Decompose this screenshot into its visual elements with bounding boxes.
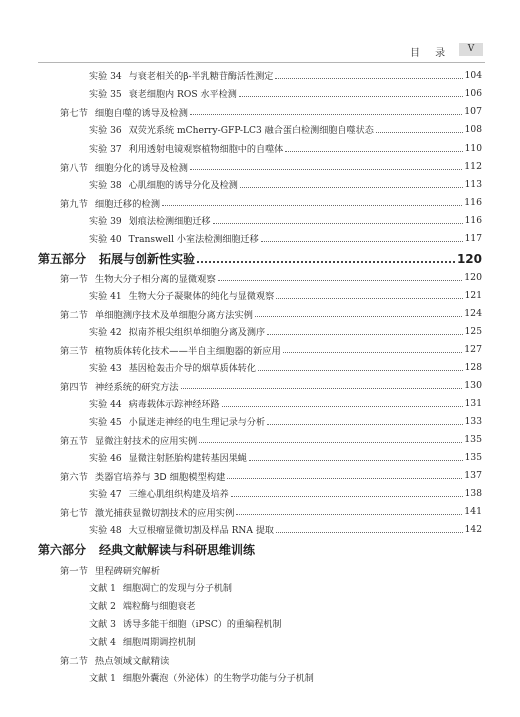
toc-entry	[89, 633, 482, 650]
dot-leader	[240, 181, 463, 188]
toc-entry	[60, 341, 482, 358]
toc-entry	[89, 230, 482, 247]
entry-title: 细胞凋亡的发现与分子机制	[122, 584, 233, 594]
entry-label: 第四节	[60, 381, 88, 393]
entry-label: 第八节	[60, 162, 88, 174]
entry-label: 实验 38	[89, 181, 122, 191]
entry-page-number: 120	[464, 272, 482, 283]
entry-title: Transwell 小室法检测细胞迁移	[128, 235, 259, 245]
entry-page-number: 130	[464, 380, 482, 391]
entry-label: 第六部分	[38, 543, 87, 557]
entry-title: 三维心肌组织构建及培养	[128, 490, 229, 500]
entry-page-number: 120	[456, 251, 482, 266]
entry-label: 实验 48	[89, 526, 122, 536]
entry-label: 第一节	[60, 565, 88, 577]
entry-title: 衰老细胞内 ROS 水平检测	[128, 90, 237, 100]
dot-leader	[276, 526, 463, 533]
entry-title: 端粒酶与细胞衰老	[122, 602, 196, 612]
toc-entry	[89, 449, 482, 466]
toc-entry	[89, 359, 482, 376]
entry-page-number: 112	[464, 161, 482, 172]
entry-title: 激光捕获显微切割技术的应用实例	[94, 507, 235, 519]
entry-page-number: 113	[464, 179, 482, 190]
entry-label: 第一节	[60, 273, 88, 285]
dot-leader	[236, 508, 462, 515]
toc-entry	[89, 615, 482, 632]
entry-title: 经典文献解读与科研思维训练	[99, 543, 256, 557]
entry-label: 实验 45	[89, 418, 122, 428]
entry-label: 文献 1	[89, 674, 116, 684]
entry-title: 诱导多能干细胞（iPSC）的重编程机制	[122, 620, 282, 630]
entry-label: 实验 47	[89, 490, 122, 500]
entry-label: 文献 4	[89, 638, 116, 648]
entry-label: 实验 44	[89, 400, 122, 410]
entry-page-number: 127	[464, 344, 482, 355]
toc-entry	[89, 485, 482, 502]
entry-title: 神经系统的研究方法	[94, 381, 179, 393]
toc-entry	[60, 103, 482, 120]
entry-title: 显微注射胚胎构建转基因果蝇	[128, 454, 247, 464]
entry-label: 第五部分	[38, 252, 87, 266]
entry-label: 实验 46	[89, 454, 122, 464]
entry-title: 小鼠迷走神经的电生理记录与分析	[128, 418, 266, 428]
dot-leader	[255, 310, 462, 317]
entry-label: 文献 1	[89, 584, 116, 594]
entry-page-number: 121	[464, 290, 482, 301]
toc-entry	[89, 140, 482, 157]
dot-leader	[218, 274, 462, 281]
entry-page-number: 141	[464, 506, 482, 517]
entry-page-number: 124	[464, 308, 482, 319]
entry-page-number: 108	[464, 124, 482, 135]
page-header	[0, 44, 520, 58]
entry-label: 实验 42	[89, 328, 122, 338]
entry-title: 细胞自噬的诱导及检测	[94, 107, 188, 119]
entry-label: 文献 2	[89, 602, 116, 612]
dot-leader	[249, 454, 463, 461]
dot-leader	[222, 400, 463, 407]
toc-entry	[60, 431, 482, 448]
entry-label: 实验 37	[89, 145, 122, 155]
entry-title: 细胞外囊泡（外泌体）的生物学功能与分子机制	[122, 674, 314, 684]
toc-entry	[89, 121, 482, 138]
entry-page-number: 128	[464, 362, 482, 373]
entry-page-number: 117	[464, 233, 482, 244]
entry-label: 实验 40	[89, 235, 122, 245]
entry-page-number: 116	[464, 197, 482, 208]
toc-entry	[60, 377, 482, 394]
entry-title: 拓展与创新性实验	[99, 252, 196, 266]
entry-label: 实验 39	[89, 217, 122, 227]
entry-page-number: 142	[464, 524, 482, 535]
dot-leader	[276, 292, 462, 299]
entry-title: 基因枪轰击介导的烟草质体转化	[128, 364, 256, 374]
entry-page-number: 116	[464, 215, 482, 226]
running-title: 目 录	[410, 48, 452, 59]
entry-label: 第七节	[60, 507, 88, 519]
entry-title: 利用透射电镜观察植物细胞中的自噬体	[128, 145, 284, 155]
entry-title: 细胞迁移的检测	[94, 198, 160, 210]
toc-entry	[60, 651, 482, 668]
entry-label: 第九节	[60, 198, 88, 210]
entry-page-number: 106	[464, 88, 482, 99]
page-number: V	[459, 43, 483, 56]
entry-page-number: 138	[464, 488, 482, 499]
entry-label: 文献 3	[89, 620, 116, 630]
dot-leader	[267, 328, 463, 335]
entry-title: 植物质体转化技术——半自主细胞器的新应用	[94, 345, 281, 357]
entry-page-number: 137	[464, 470, 482, 481]
toc-entry	[89, 395, 482, 412]
entry-title: 热点领域文献精读	[94, 655, 170, 667]
dot-leader	[267, 418, 463, 425]
toc-entry	[60, 269, 482, 286]
toc-entry	[89, 67, 482, 84]
entry-label: 实验 35	[89, 90, 122, 100]
entry-title: 细胞分化的诱导及检测	[94, 162, 188, 174]
entry-title: 细胞周期调控机制	[122, 638, 196, 648]
dot-leader	[376, 126, 463, 133]
toc-entry	[89, 287, 482, 304]
dot-leader	[275, 72, 462, 79]
toc-entry	[89, 413, 482, 430]
toc-entry	[60, 561, 482, 578]
dot-leader	[197, 254, 455, 263]
dot-leader	[162, 199, 462, 206]
entry-page-number: 104	[464, 70, 482, 81]
toc-entry	[60, 503, 482, 520]
entry-page-number: 110	[464, 143, 482, 154]
toc-entry	[89, 521, 482, 538]
dot-leader	[283, 346, 462, 353]
toc-entry	[38, 250, 482, 267]
entry-label: 实验 43	[89, 364, 122, 374]
toc-entry	[89, 323, 482, 340]
entry-title: 拟南芥根尖组织单细胞分离及测序	[128, 328, 266, 338]
entry-page-number: 135	[464, 434, 482, 445]
toc-entry	[89, 85, 482, 102]
toc-entry	[60, 305, 482, 322]
entry-title: 双荧光系统 mCherry-GFP-LC3 融合蛋白检测细胞自噬状态	[128, 126, 374, 136]
toc-entry	[89, 579, 482, 596]
entry-title: 划痕法检测细胞迁移	[128, 217, 211, 227]
toc-entry	[89, 669, 482, 686]
entry-page-number: 133	[464, 416, 482, 427]
entry-title: 心肌细胞的诱导分化及检测	[128, 181, 238, 191]
entry-page-number: 125	[464, 326, 482, 337]
entry-title: 类器官培养与 3D 细胞模型构建	[94, 471, 226, 483]
entry-label: 第五节	[60, 435, 88, 447]
dot-leader	[239, 90, 463, 97]
dot-leader	[190, 163, 462, 170]
entry-title: 单细胞测序技术及单细胞分离方法实例	[94, 309, 253, 321]
dot-leader	[261, 235, 463, 242]
dot-leader	[190, 108, 462, 115]
entry-label: 实验 36	[89, 126, 122, 136]
dot-leader	[181, 382, 463, 389]
toc-entry	[38, 541, 482, 558]
entry-label: 第三节	[60, 345, 88, 357]
entry-title: 生物大分子相分离的显微观察	[94, 273, 216, 285]
entry-label: 第七节	[60, 107, 88, 119]
entry-label: 实验 41	[89, 292, 122, 302]
toc-entry	[60, 467, 482, 484]
entry-title: 显微注射技术的应用实例	[94, 435, 198, 447]
toc-entry	[89, 212, 482, 229]
entry-page-number: 135	[464, 452, 482, 463]
entry-title: 大豆根瘤显微切割及样品 RNA 提取	[128, 526, 275, 536]
dot-leader	[258, 364, 463, 371]
entry-page-number: 131	[464, 398, 482, 409]
toc-entry	[60, 194, 482, 211]
dot-leader	[213, 217, 463, 224]
entry-title: 病毒载体示踪神经环路	[128, 400, 220, 410]
entry-label: 第六节	[60, 471, 88, 483]
toc-entry	[60, 158, 482, 175]
entry-title: 生物大分子凝聚体的纯化与显微观察	[128, 292, 275, 302]
entry-label: 实验 34	[89, 72, 122, 82]
toc-entry	[89, 176, 482, 193]
entry-title: 与衰老相关的β-半乳糖苷酶活性测定	[128, 72, 274, 82]
entry-page-number: 107	[464, 106, 482, 117]
entry-title: 里程碑研究解析	[94, 565, 160, 577]
header-rule	[38, 62, 485, 63]
dot-leader	[227, 472, 462, 479]
dot-leader	[231, 490, 463, 497]
dot-leader	[285, 145, 462, 152]
entry-label: 第二节	[60, 655, 88, 667]
toc-entry	[89, 597, 482, 614]
entry-label: 第二节	[60, 309, 88, 321]
dot-leader	[199, 436, 462, 443]
